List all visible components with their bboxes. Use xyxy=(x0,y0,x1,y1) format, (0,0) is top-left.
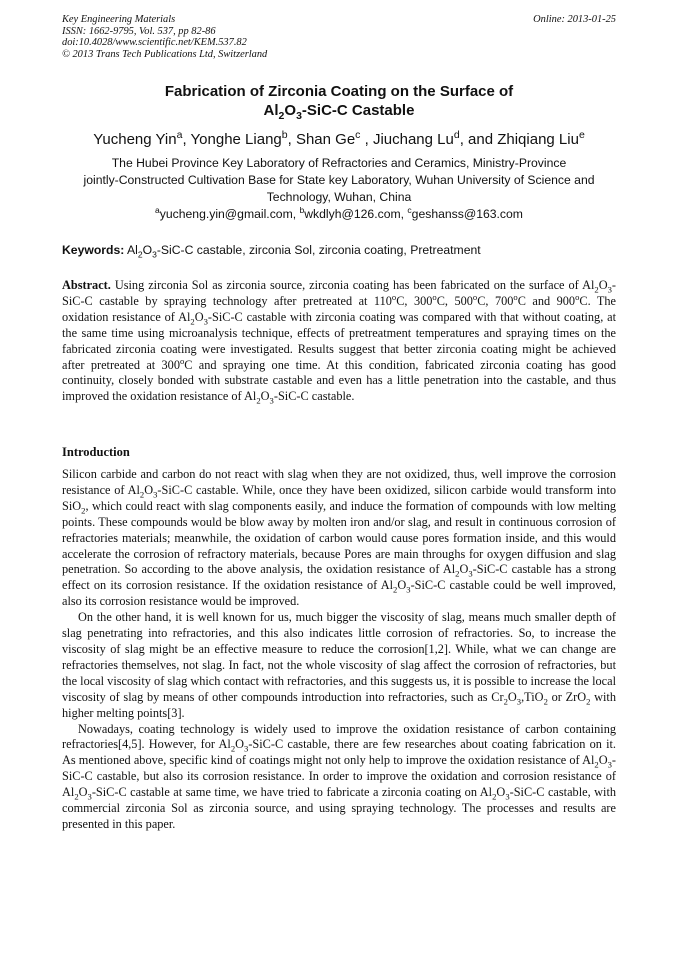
affiliation: The Hubei Province Key Laboratory of Refractories and Ceramics, Ministry-Province jointly-Constructed Cultivation Base for State key Laboratory, Wuhan University of Science and Technology, Wuhan, China xyxy=(83,156,595,204)
paragraph: Nowadays, coating technology is widely used to improve the oxidation resistance of carbon containing refractories[4,5]. However, for $Al_2O_3-SiC-C$ castable, there are few researches about coating fabrication on it. As mentioned above, specific kind of coatings might not only help to improve the oxidation resistance of $Al_2O_3-SiC-C$ castable, but also its corrosion resistance. In order to improve the oxidation and corrosion resistance of $Al_2O_3-SiC-C$ castable at same time, we have tried to fabricate a zirconia coating on $Al_2O_3-SiC-C$ castable, with commercial zirconia Sol as zirconia source, and using spraying technology. The processes and results are presented in this paper. xyxy=(62,721,617,831)
abstract-label: Abstract. xyxy=(62,278,111,292)
email-link[interactable]: yucheng.yin@gmail.com xyxy=(159,207,293,221)
author-name: Yucheng Yin xyxy=(93,131,177,148)
author-name: Zhiqiang Liu xyxy=(497,131,579,148)
title-line-1: Fabrication of Zirconia Coating on the Surface of xyxy=(164,83,514,100)
author-mark: a xyxy=(176,129,183,141)
introduction-body xyxy=(62,467,616,833)
email-list: $^a$yucheng.yin@gmail.com, $^b$wkdlyh@126.com, $^c$geshanss@163.com xyxy=(155,204,523,221)
paper-title xyxy=(62,82,616,120)
email-link[interactable]: geshanss@163.com xyxy=(411,207,523,221)
paragraph: On the other hand, it is well known for us, much bigger the viscosity of slag, means much smaller depth of slag penetrating into refractories, and this also indicates little corrosion of refractories. So, to increase the viscosity of slag might be an effective measure to reduce the corrosion[1,2]. While, what we can change are refractories themselves, not slag. In fact, not the whole viscosity of slag affect the corrosion of refractories, but the local viscosity of slag which contact with refractories, and this suggests us, it is possible to increase the local viscosity of slag by means of other compounds introduction into refractories, such as $Cr_2O_3,TiO_2$ or ZrO$_2$ with higher melting points[3]. xyxy=(62,610,616,720)
author-list: Yucheng Yin$^a$, Yonghe Liang$^b$, Shan Ge$^c$ , Jiuchang Lu$^d$, and Zhiqiang Liu$^e$ xyxy=(93,129,585,148)
author-name: Jiuchang Lu xyxy=(372,131,454,148)
paragraph: Silicon carbide and carbon do not react with slag when they are not oxidized, thus, well improve the corrosion resistance of $Al_2O_3-SiC-C$ castable. While, once they have been oxidized, silicon carbide would transform into SiO$_2$, which could react with slag components easily, and induce the formation of compounds with low melting points. These compounds would be blow away by molten iron and/or slag, and result in continuous corrosion of refractories materials; meanwhile, the oxidation of carbon would cause pores formation inside, and this would accelerate the corrosion of refractory materials, because Pores are main throughs for oxygen diffusion and slag penetration. So according to the above analysis, the oxidation resistance of $Al_2O_3-SiC-C$ castable has a strong effect on its corrosion resistance. If the oxidation resistance of $Al_2O_3-SiC-C$ castable could be well improved, also its corrosion resistance would be improved. xyxy=(62,467,616,609)
doi-line: doi:10.4028/www.scientific.net/KEM.537.82 xyxy=(62,37,247,49)
keywords: Keywords: $Al_2O_3-SiC-C$ castable, zirconia Sol, zirconia coating, Pretreatment xyxy=(62,243,481,260)
online-date: Online: 2013-01-25 xyxy=(533,14,616,25)
email-link[interactable]: wkdlyh@126.com xyxy=(304,207,401,221)
author-name: Yonghe Liang xyxy=(190,131,282,148)
section-heading: Introduction xyxy=(62,445,130,459)
author-name: Shan Ge xyxy=(295,131,356,148)
issn-line: ISSN: 1662-9795, Vol. 537, pp 82-86 xyxy=(62,25,216,37)
author-mark: e xyxy=(578,129,585,141)
title-line-2: $Al_2O_3-SiC-C$ Castable xyxy=(263,102,415,122)
author-mark: c xyxy=(355,129,361,141)
author-mark: b xyxy=(281,129,288,141)
copyright-line: © 2013 Trans Tech Publications Ltd, Switzerland xyxy=(62,48,268,60)
abstract: Abstract. Using zirconia Sol as zirconia source, zirconia coating has been fabricated on the surface of $Al_2O_3-SiC-C$ castable by spraying technology after pretreated at 110$^o$C, 300$^o$C, 500$^o$C, 700$^o$C and 900$^o$C. The oxidation resistance of $Al_2O_3-SiC-C$ castable with zirconia coating was compared with that without coating, at the same time using microanalysis technique, effects of pretreatment temperatures and spraying times on the fabricated zirconia coating were investigated. Results suggest that better zirconia coating might be achieved after pretreated at 300$^o$C and spraying one time. At this condition, fabricated zirconia coating has good continuity, closely bonded with substrate castable and even has a little penetration into the castable, and thus improved the oxidation resistance of $Al_2O_3-SiC-C$ castable. xyxy=(62,278,617,406)
author-mark: d xyxy=(453,129,460,141)
keywords-label: Keywords: xyxy=(62,243,125,257)
journal-header xyxy=(62,14,616,60)
journal-name: Key Engineering Materials xyxy=(62,14,176,25)
